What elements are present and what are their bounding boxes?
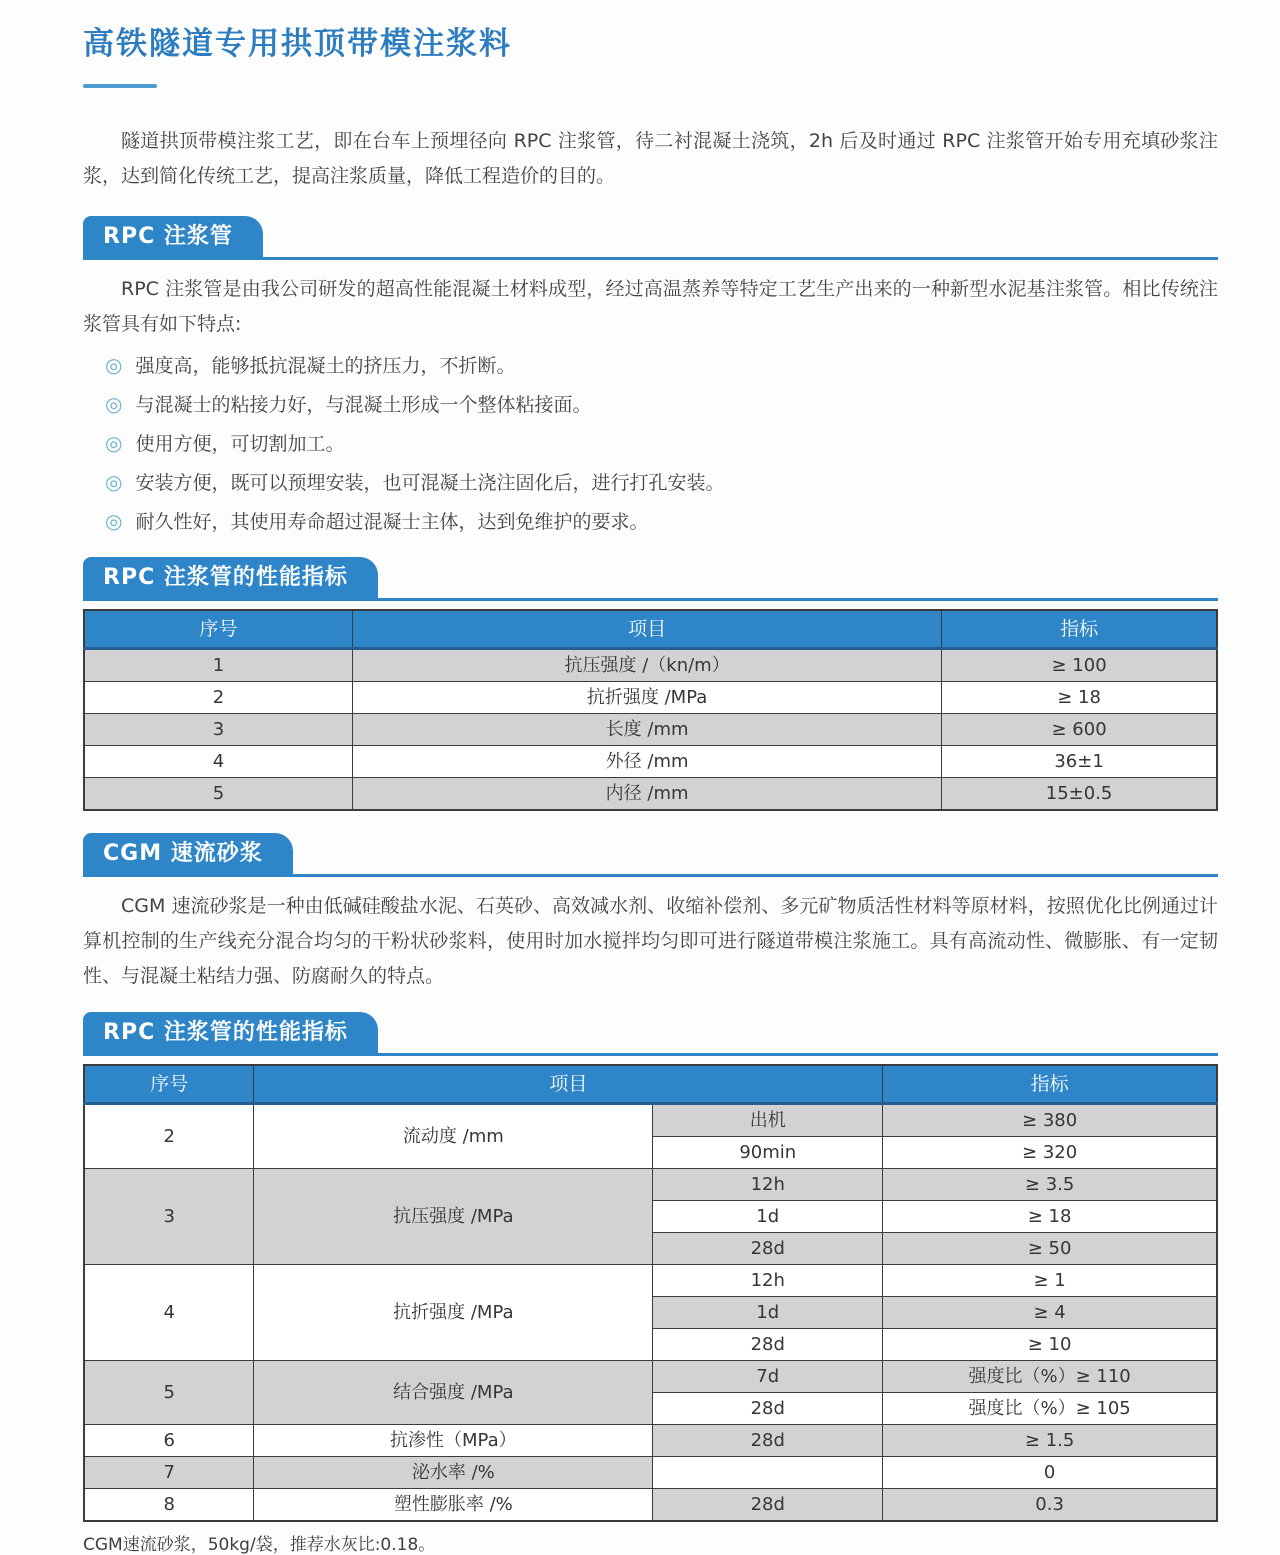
circle-bullet-icon: ◎ [105, 353, 123, 377]
table-row [84, 1104, 1217, 1137]
item-cell: 泌水率 /% [254, 1457, 653, 1489]
serial-cell: 4 [84, 746, 353, 778]
page-title: 高铁隧道专用拱顶带模注浆料 [83, 26, 512, 62]
intro-paragraph: 隧道拱顶带模注浆工艺，即在台车上预埋径向 RPC 注浆管，待二衬混凝土浇筑，2h 后及时通过 RPC 注浆管开始专用充填砂浆注浆，达到简化传统工艺，提高注浆质量，降低工程造价的目的。 [83, 130, 1218, 187]
item-cell: 塑性膨胀率 /% [254, 1489, 653, 1522]
value-cell: ≥ 380 [883, 1104, 1217, 1137]
table-row [84, 746, 1217, 778]
section-header-rpc-performance [83, 557, 1218, 601]
section-tab-cgm-performance: RPC 注浆管的性能指标 [83, 1012, 378, 1053]
condition-cell: 12h [653, 1265, 883, 1297]
value-cell: ≥ 10 [883, 1329, 1217, 1361]
section-tab-rpc: RPC 注浆管 [83, 216, 263, 257]
item-cell: 抗折强度 /MPa [254, 1265, 653, 1361]
serial-cell: 6 [84, 1425, 254, 1457]
item-cell: 流动度 /mm [254, 1104, 653, 1169]
condition-cell: 1d [653, 1297, 883, 1329]
value-cell: 强度比（%）≥ 110 [883, 1361, 1217, 1393]
item-cell: 外径 /mm [353, 746, 942, 778]
feature-item [105, 502, 1218, 541]
circle-bullet-icon: ◎ [105, 392, 123, 416]
serial-cell: 2 [84, 682, 353, 714]
value-cell: ≥ 100 [942, 649, 1217, 682]
column-header-serial: 序号 [84, 1065, 254, 1104]
feature-text: 使用方便，可切割加工。 [135, 433, 345, 455]
table-row [84, 714, 1217, 746]
serial-cell: 1 [84, 649, 353, 682]
rpc-performance-table [83, 609, 1218, 811]
value-cell: 0.3 [883, 1489, 1217, 1522]
circle-bullet-icon: ◎ [105, 470, 123, 494]
value-cell: ≥ 600 [942, 714, 1217, 746]
value-cell: ≥ 1.5 [883, 1425, 1217, 1457]
table-row [84, 1457, 1217, 1489]
value-cell: ≥ 18 [883, 1201, 1217, 1233]
table-row [84, 1169, 1217, 1201]
value-cell: ≥ 320 [883, 1137, 1217, 1169]
table-row [84, 649, 1217, 682]
table-row [84, 682, 1217, 714]
condition-cell: 1d [653, 1201, 883, 1233]
condition-cell: 7d [653, 1361, 883, 1393]
value-cell: ≥ 18 [942, 682, 1217, 714]
feature-item [105, 424, 1218, 463]
section-header-rpc [83, 216, 1218, 260]
serial-cell: 3 [84, 714, 353, 746]
section-header-cgm-performance [83, 1012, 1218, 1056]
item-cell: 内径 /mm [353, 778, 942, 811]
condition-cell: 出机 [653, 1104, 883, 1137]
value-cell: ≥ 4 [883, 1297, 1217, 1329]
item-cell: 抗压强度 /（kn/m） [353, 649, 942, 682]
item-cell: 抗折强度 /MPa [353, 682, 942, 714]
table-header-row [84, 610, 1217, 649]
value-cell: ≥ 1 [883, 1265, 1217, 1297]
rpc-feature-list [83, 346, 1218, 541]
cgm-description: CGM 速流砂浆是一种由低碱硅酸盐水泥、石英砂、高效减水剂、收缩补偿剂、多元矿物质活性材料等原材料，按照优化比例通过计算机控制的生产线充分混合均匀的干粉状砂浆料，使用时加水搅拌均匀即可进行隧道带模注浆施工。具有高流动性、微膨胀、有一定韧性、与混凝土粘结力强、防腐耐久的特点。 [83, 895, 1218, 987]
item-cell: 长度 /mm [353, 714, 942, 746]
section-header-cgm [83, 833, 1218, 877]
condition-cell: 28d [653, 1425, 883, 1457]
value-cell: 15±0.5 [942, 778, 1217, 811]
feature-text: 与混凝士的粘接力好，与混凝土形成一个整体粘接面。 [135, 394, 592, 416]
condition-cell: 28d [653, 1489, 883, 1522]
feature-text: 耐久性好，其使用寿命超过混凝士主体，达到免维护的要求。 [135, 511, 649, 533]
condition-cell: 28d [653, 1393, 883, 1425]
serial-cell: 5 [84, 778, 353, 811]
feature-item [105, 385, 1218, 424]
footer-note: CGM速流砂浆，50kg/袋，推荐水灰比:0.18。 [83, 1535, 436, 1555]
value-cell: 0 [883, 1457, 1217, 1489]
condition-cell [653, 1457, 883, 1489]
circle-bullet-icon: ◎ [105, 509, 123, 533]
column-header-index: 指标 [942, 610, 1217, 649]
table-row [84, 1265, 1217, 1297]
column-header-item: 项目 [353, 610, 942, 649]
serial-cell: 5 [84, 1361, 254, 1425]
value-cell: 强度比（%）≥ 105 [883, 1393, 1217, 1425]
table-row [84, 1425, 1217, 1457]
feature-item [105, 346, 1218, 385]
condition-cell: 90min [653, 1137, 883, 1169]
table-row [84, 778, 1217, 811]
item-cell: 抗压强度 /MPa [254, 1169, 653, 1265]
section-tab-rpc-performance: RPC 注浆管的性能指标 [83, 557, 378, 598]
section-tab-cgm: CGM 速流砂浆 [83, 833, 293, 874]
condition-cell: 28d [653, 1329, 883, 1361]
rpc-description: RPC 注浆管是由我公司研发的超高性能混凝土材料成型，经过高温蒸养等特定工艺生产出来的一种新型水泥基注浆管。相比传统注浆管具有如下特点: [83, 278, 1218, 335]
table-row [84, 1361, 1217, 1393]
serial-cell: 8 [84, 1489, 254, 1522]
serial-cell: 4 [84, 1265, 254, 1361]
circle-bullet-icon: ◎ [105, 431, 123, 455]
condition-cell: 12h [653, 1169, 883, 1201]
item-cell: 结合强度 /MPa [254, 1361, 653, 1425]
item-cell: 抗渗性（MPa） [254, 1425, 653, 1457]
value-cell: ≥ 3.5 [883, 1169, 1217, 1201]
column-header-serial: 序号 [84, 610, 353, 649]
feature-item [105, 463, 1218, 502]
serial-cell: 3 [84, 1169, 254, 1265]
title-underline [83, 84, 157, 88]
table-header-row [84, 1065, 1217, 1104]
column-header-item: 项目 [254, 1065, 883, 1104]
serial-cell: 7 [84, 1457, 254, 1489]
value-cell: 36±1 [942, 746, 1217, 778]
table-row [84, 1489, 1217, 1522]
value-cell: ≥ 50 [883, 1233, 1217, 1265]
feature-text: 安装方便，既可以预埋安装，也可混凝土浇注固化后，进行打孔安装。 [135, 472, 725, 494]
cgm-performance-table [83, 1064, 1218, 1522]
serial-cell: 2 [84, 1104, 254, 1169]
condition-cell: 28d [653, 1233, 883, 1265]
column-header-index: 指标 [883, 1065, 1217, 1104]
feature-text: 强度高，能够抵抗混凝土的挤压力，不折断。 [135, 355, 516, 377]
